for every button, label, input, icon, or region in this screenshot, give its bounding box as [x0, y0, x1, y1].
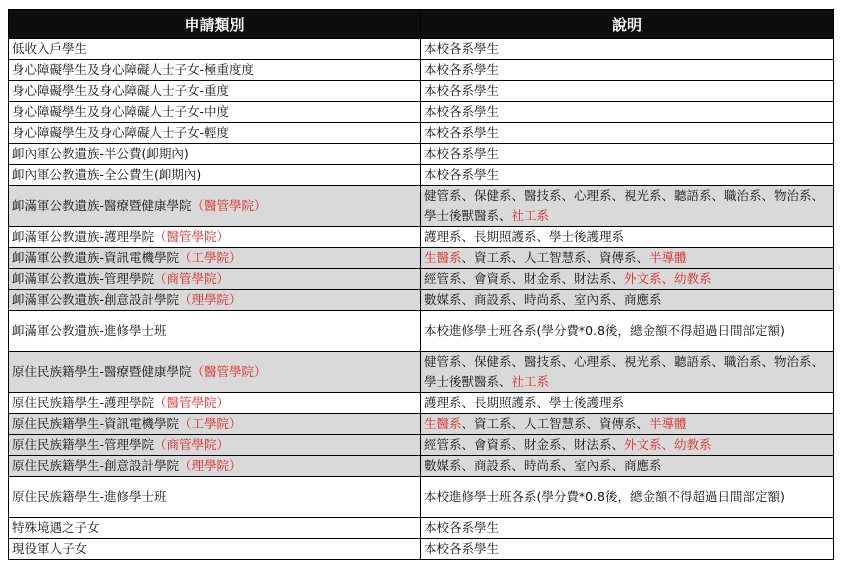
category-cell	[9, 435, 421, 456]
cell-text: 原住民族籍學生-醫療暨健康學院	[12, 364, 192, 379]
highlight-text: 生醫系	[424, 250, 462, 265]
cell-text: 本校各系學生	[424, 104, 500, 119]
cell-text: 身心障礙學生及身心障礙人士子女-重度	[12, 83, 230, 98]
category-cell	[9, 393, 421, 414]
highlight-text: （商管學院）	[154, 437, 230, 452]
highlight-text: （醫管學院）	[191, 198, 267, 213]
table-row	[9, 248, 834, 269]
table-row	[9, 414, 834, 435]
table-row	[9, 269, 834, 290]
description-cell	[421, 518, 834, 539]
cell-text: 身心障礙學生及身心障礙人士子女-輕度	[12, 125, 230, 140]
table-row	[9, 60, 834, 81]
cell-text: 現役軍人子女	[12, 541, 88, 556]
cell-text: 數媒系、商設系、時尚系、室內系、商應系	[424, 458, 662, 473]
table-row	[9, 539, 834, 560]
category-cell	[9, 227, 421, 248]
cell-text: 本校進修學士班各系(學分費*0.8後，總金額不得超過日間部定額)	[424, 323, 785, 338]
cell-text: 低收入戶學生	[12, 41, 88, 56]
highlight-text: （理學院）	[179, 458, 242, 473]
description-cell	[421, 123, 834, 144]
category-cell	[9, 269, 421, 290]
description-cell	[421, 352, 834, 393]
table-row	[9, 81, 834, 102]
table-row	[9, 144, 834, 165]
cell-text: 健管系、保健系、醫技系、心理系、視光系、聽語系、職治系、物治系、學士後獸醫系、	[424, 188, 825, 223]
table-header	[9, 10, 834, 39]
category-cell	[9, 186, 421, 227]
category-cell	[9, 352, 421, 393]
cell-text: 身心障礙學生及身心障礙人士子女-極重度度	[12, 62, 255, 77]
description-cell	[421, 269, 834, 290]
table-row	[9, 352, 834, 393]
description-cell	[421, 102, 834, 123]
highlight-text: （商管學院）	[154, 271, 230, 286]
category-cell	[9, 60, 421, 81]
category-cell	[9, 290, 421, 311]
category-cell	[9, 248, 421, 269]
cell-text: 特殊境遇之子女	[12, 520, 100, 535]
cell-text: 本校各系學生	[424, 541, 500, 556]
description-cell	[421, 311, 834, 352]
table-row	[9, 477, 834, 518]
description-cell	[421, 414, 834, 435]
highlight-text: （醫管學院）	[154, 395, 230, 410]
cell-text: 原住民族籍學生-資訊電機學院	[12, 416, 180, 431]
cell-text: 、資工系、人工智慧系、資傳系、	[461, 416, 650, 431]
table-row	[9, 186, 834, 227]
description-cell	[421, 39, 834, 60]
category-cell	[9, 311, 421, 352]
description-cell	[421, 81, 834, 102]
cell-text: 護理系、長期照護系、學士後護理系	[424, 395, 625, 410]
cell-text: 數媒系、商設系、時尚系、室內系、商應系	[424, 292, 662, 307]
application-category-table	[8, 9, 834, 560]
highlight-text: 半導體	[649, 250, 687, 265]
highlight-text: 半導體	[649, 416, 687, 431]
highlight-text: 社工系	[511, 374, 550, 389]
cell-text: 健管系、保健系、醫技系、心理系、視光系、聽語系、職治系、物治系、學士後獸醫系、	[424, 354, 825, 389]
category-cell	[9, 165, 421, 186]
description-cell	[421, 290, 834, 311]
header-category: 申請類別	[9, 10, 421, 39]
table-row	[9, 311, 834, 352]
cell-text: 經管系、會資系、財金系、財法系、	[424, 437, 625, 452]
cell-text: 、資工系、人工智慧系、資傳系、	[461, 250, 650, 265]
cell-text: 本校各系學生	[424, 41, 500, 56]
cell-text: 原住民族籍學生-創意設計學院	[12, 458, 180, 473]
category-cell	[9, 539, 421, 560]
cell-text: 卹滿軍公教遺族-管理學院	[12, 271, 155, 286]
table-row	[9, 227, 834, 248]
table-row	[9, 39, 834, 60]
highlight-text: （醫管學院）	[154, 229, 230, 244]
description-cell	[421, 539, 834, 560]
description-cell	[421, 144, 834, 165]
category-cell	[9, 123, 421, 144]
cell-text: 本校各系學生	[424, 520, 500, 535]
description-cell	[421, 186, 834, 227]
highlight-text: （工學院）	[179, 416, 242, 431]
category-cell	[9, 414, 421, 435]
cell-text: 原住民族籍學生-管理學院	[12, 437, 155, 452]
cell-text: 卹內軍公教遺族-半公費(卹期內)	[12, 146, 189, 161]
cell-text: 本校各系學生	[424, 125, 500, 140]
cell-text: 本校進修學士班各系(學分費*0.8後，總金額不得超過日間部定額)	[424, 489, 785, 504]
header-description: 說明	[421, 10, 834, 39]
description-cell	[421, 60, 834, 81]
description-cell	[421, 227, 834, 248]
description-cell	[421, 456, 834, 477]
highlight-text: 生醫系	[424, 416, 462, 431]
cell-text: 卹內軍公教遺族-全公費生(卹期內)	[12, 167, 202, 182]
cell-text: 原住民族籍學生-進修學士班	[12, 489, 167, 504]
cell-text: 本校各系學生	[424, 167, 500, 182]
highlight-text: （工學院）	[179, 250, 242, 265]
category-cell	[9, 144, 421, 165]
highlight-text: 外文系、幼教系	[624, 271, 712, 286]
table-row	[9, 456, 834, 477]
description-cell	[421, 248, 834, 269]
cell-text: 卹滿軍公教遺族-醫療暨健康學院	[12, 198, 192, 213]
category-cell	[9, 39, 421, 60]
description-cell	[421, 393, 834, 414]
table-row	[9, 290, 834, 311]
cell-text: 身心障礙學生及身心障礙人士子女-中度	[12, 104, 230, 119]
table-row	[9, 165, 834, 186]
table-row	[9, 435, 834, 456]
cell-text: 本校各系學生	[424, 146, 500, 161]
table-row	[9, 518, 834, 539]
cell-text: 卹滿軍公教遺族-護理學院	[12, 229, 155, 244]
cell-text: 卹滿軍公教遺族-進修學士班	[12, 323, 167, 338]
cell-text: 護理系、長期照護系、學士後護理系	[424, 229, 625, 244]
table-body	[9, 39, 834, 560]
cell-text: 原住民族籍學生-護理學院	[12, 395, 155, 410]
description-cell	[421, 477, 834, 518]
cell-text: 卹滿軍公教遺族-創意設計學院	[12, 292, 180, 307]
cell-text: 本校各系學生	[424, 62, 500, 77]
table-row	[9, 393, 834, 414]
category-cell	[9, 102, 421, 123]
table-row	[9, 102, 834, 123]
category-cell	[9, 518, 421, 539]
cell-text: 本校各系學生	[424, 83, 500, 98]
cell-text: 卹滿軍公教遺族-資訊電機學院	[12, 250, 180, 265]
category-cell	[9, 456, 421, 477]
highlight-text: （理學院）	[179, 292, 242, 307]
cell-text: 經管系、會資系、財金系、財法系、	[424, 271, 625, 286]
highlight-text: 外文系、幼教系	[624, 437, 712, 452]
description-cell	[421, 435, 834, 456]
category-cell	[9, 477, 421, 518]
category-cell	[9, 81, 421, 102]
highlight-text: （醫管學院）	[191, 364, 267, 379]
highlight-text: 社工系	[511, 208, 550, 223]
description-cell	[421, 165, 834, 186]
table-row	[9, 123, 834, 144]
